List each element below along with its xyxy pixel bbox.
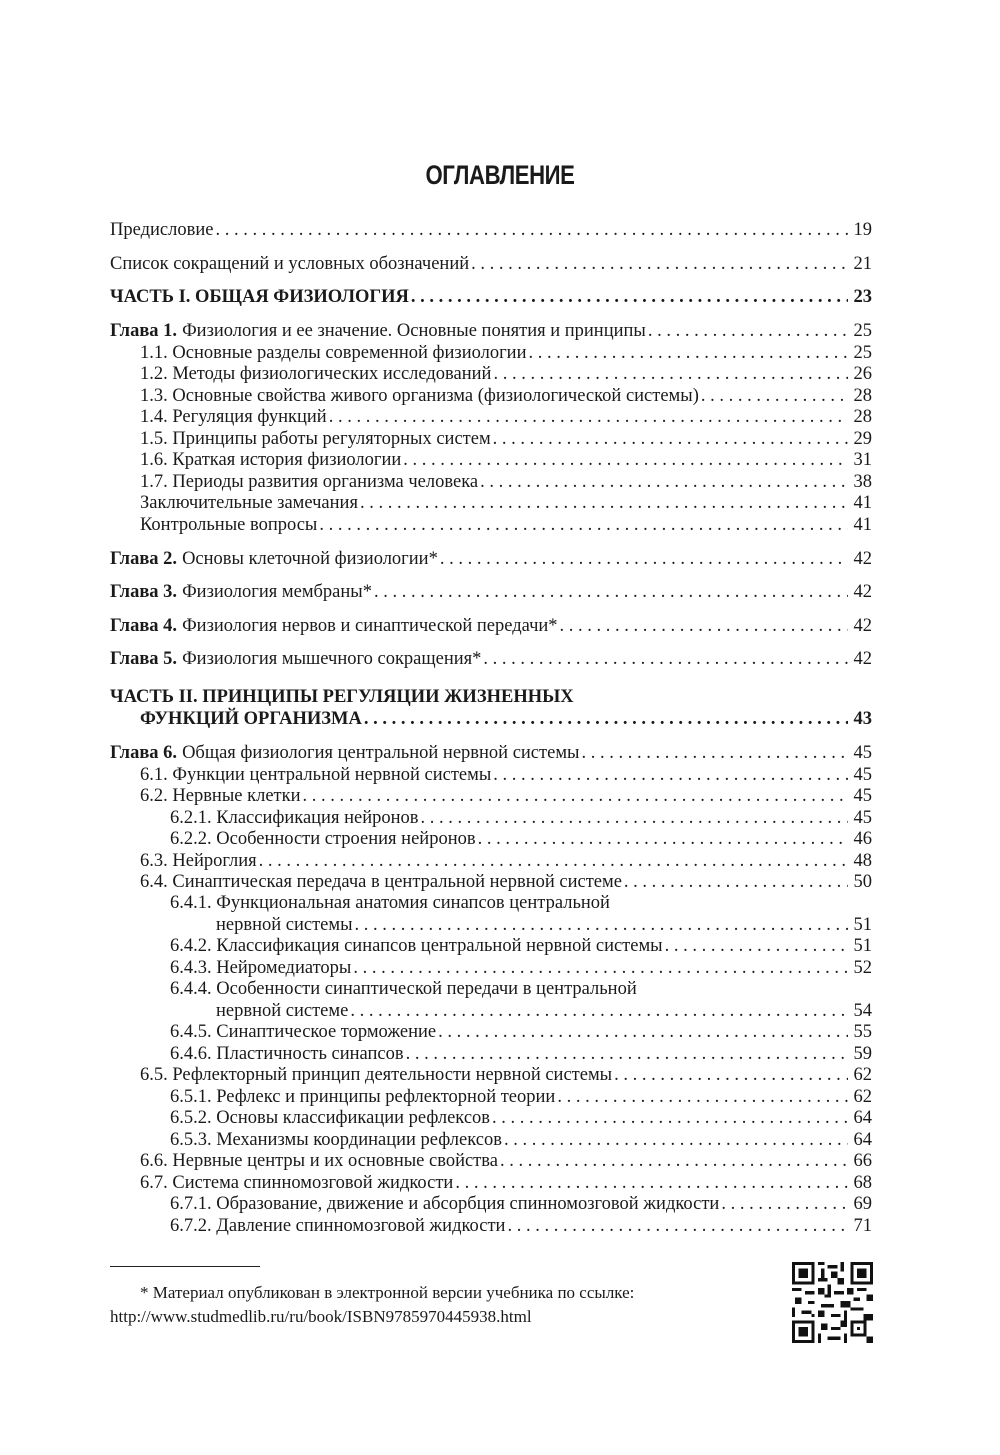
toc-entry-label <box>140 1150 498 1172</box>
toc-page-number: 21 <box>853 254 872 274</box>
dot-leader <box>360 492 848 514</box>
dot-leader <box>624 871 848 893</box>
toc-entry-title: Контрольные вопросы <box>140 515 318 535</box>
toc-entry-title: Заключительные замечания <box>140 493 358 513</box>
toc-page-number: 45 <box>853 765 872 785</box>
toc-page-number: 62 <box>853 1087 872 1107</box>
toc-entry-title: Предисловие <box>110 220 214 240</box>
toc-page-number: 38 <box>853 472 872 492</box>
toc-section-entry[interactable] <box>170 935 872 957</box>
toc-page-number: 23 <box>853 287 872 307</box>
toc-section-entry[interactable] <box>140 492 872 514</box>
dot-leader <box>319 514 848 536</box>
footnote-link[interactable]: http://www.studmedlib.ru/ru/book/ISBN9785970445938.html <box>110 1307 532 1326</box>
toc-entry-title: 6.1. Функции центральной нервной системы <box>140 765 492 785</box>
toc-entry-label <box>110 286 409 308</box>
toc-entry-label <box>110 742 579 764</box>
toc-page-number: 45 <box>853 808 872 828</box>
toc-chapter-entry[interactable] <box>110 648 872 670</box>
page-title: ОГЛАВЛЕНИЕ <box>425 160 575 190</box>
toc-page-number: 50 <box>853 872 872 892</box>
toc-entry-label <box>110 320 646 342</box>
toc-entry-title: Физиология мышечного сокращения* <box>182 649 482 669</box>
toc-section-entry[interactable] <box>216 1000 872 1022</box>
toc-entry-title: 1.4. Регуляция функций <box>140 407 327 427</box>
toc-section-entry[interactable] <box>140 471 872 493</box>
toc-section-entry[interactable] <box>140 363 872 385</box>
toc-entry-label <box>170 1043 404 1065</box>
toc-page-number: 51 <box>853 936 872 956</box>
toc-entry-title: Основы клеточной физиологии* <box>182 549 438 569</box>
toc-page-number: 59 <box>853 1044 872 1064</box>
chapter-number: Глава 4. <box>110 616 178 636</box>
toc-page-number: 41 <box>853 515 872 535</box>
toc-entry-title: 1.2. Методы физиологических исследований <box>140 364 492 384</box>
toc-entry-title: 6.4.2. Классификация синапсов центральной нервной системы <box>170 936 663 956</box>
dot-leader <box>614 1064 848 1086</box>
toc-entry-title: нервной системы <box>216 915 353 935</box>
dot-leader <box>504 1129 848 1151</box>
dot-leader <box>421 807 849 829</box>
toc-page-number: 64 <box>853 1130 872 1150</box>
toc-entry-title: 6.5.3. Механизмы координации рефлексов <box>170 1130 502 1150</box>
dot-leader <box>411 286 848 308</box>
dot-leader <box>665 935 848 957</box>
toc-entry-label <box>140 871 622 893</box>
toc-section-entry[interactable] <box>140 342 872 364</box>
toc-entry-title: ФУНКЦИЙ ОРГАНИЗМА <box>140 709 362 729</box>
toc-entry-title: ЧАСТЬ I. ОБЩАЯ ФИЗИОЛОГИЯ <box>110 287 409 307</box>
toc-entry-title: Общая физиология центральной нервной системы <box>182 743 580 763</box>
toc-page-number: 46 <box>853 829 872 849</box>
toc-entry-label <box>110 253 469 275</box>
dot-leader <box>478 828 848 850</box>
toc-entry-label <box>170 1107 490 1129</box>
toc-page-number: 64 <box>853 1108 872 1128</box>
toc-section-entry[interactable] <box>140 1064 872 1086</box>
toc-entry-label <box>216 914 353 936</box>
toc-chapter-entry[interactable] <box>110 615 872 637</box>
toc-section-entry[interactable] <box>140 514 872 536</box>
toc-chapter-entry[interactable] <box>110 548 872 570</box>
toc-page-number: 45 <box>853 786 872 806</box>
toc-entry-label <box>170 1129 502 1151</box>
toc-page-number: 42 <box>853 582 872 602</box>
dot-leader <box>355 914 848 936</box>
toc-entry-title: 1.1. Основные разделы современной физиологии <box>140 343 527 363</box>
toc-entry-label <box>140 764 491 786</box>
toc-section-entry[interactable] <box>170 1043 872 1065</box>
dot-leader <box>492 1107 848 1129</box>
toc-section-entry[interactable] <box>140 764 872 786</box>
toc-entry-label <box>110 615 558 637</box>
dot-leader <box>364 708 848 730</box>
toc-page-number: 52 <box>853 958 872 978</box>
toc-section-entry[interactable] <box>170 1021 872 1043</box>
toc-entry-title: 6.4.5. Синаптическое торможение <box>170 1022 437 1042</box>
dot-leader <box>215 219 848 241</box>
dot-leader <box>701 385 848 407</box>
toc-entry-first-line: ЧАСТЬ II. ПРИНЦИПЫ РЕГУЛЯЦИИ ЖИЗНЕННЫХ <box>110 687 574 707</box>
dot-leader <box>455 1172 848 1194</box>
toc-entry-label <box>140 449 401 471</box>
toc-entry-label <box>110 581 372 603</box>
toc-entry-title: 1.6. Краткая история физиологии <box>140 450 402 470</box>
toc-entry-title: 6.4.3. Нейромедиаторы <box>170 958 352 978</box>
toc-page-number: 51 <box>853 915 872 935</box>
dot-leader <box>403 449 848 471</box>
toc-entry-label <box>140 342 526 364</box>
chapter-number: Глава 5. <box>110 649 178 669</box>
toc-section-entry[interactable] <box>216 914 872 936</box>
toc-page-number: 62 <box>853 1065 872 1085</box>
dot-leader <box>581 742 848 764</box>
toc-page-number: 42 <box>853 649 872 669</box>
toc-entry-label <box>140 850 257 872</box>
toc-entry-label <box>140 1064 612 1086</box>
dot-leader <box>259 850 848 872</box>
toc-section-entry[interactable] <box>140 850 872 872</box>
toc-page-number: 48 <box>853 851 872 871</box>
toc-entry-label <box>140 385 699 407</box>
toc-entry-label <box>170 1086 555 1108</box>
toc-entry-label <box>140 363 491 385</box>
footnote-divider <box>110 1266 260 1267</box>
dot-leader <box>721 1193 848 1215</box>
toc-entry-title: 6.5. Рефлекторный принцип деятельности нервной системы <box>140 1065 613 1085</box>
chapter-number: Глава 3. <box>110 582 178 602</box>
footnote <box>110 1281 770 1329</box>
dot-leader <box>440 548 848 570</box>
toc-section-entry[interactable] <box>140 449 872 471</box>
toc-section-entry[interactable] <box>110 219 872 241</box>
chapter-number: Глава 2. <box>110 549 178 569</box>
toc-entry-title: 6.7. Система спинномозговой жидкости <box>140 1173 454 1193</box>
dot-leader <box>350 1000 848 1022</box>
toc-entry-label <box>170 1215 505 1237</box>
toc-entry-title: 6.2. Нервные клетки <box>140 786 301 806</box>
toc-entry-title: 1.5. Принципы работы регуляторных систем <box>140 429 491 449</box>
dot-leader <box>648 320 848 342</box>
toc-section-entry[interactable] <box>170 1193 872 1215</box>
toc-page-number: 45 <box>853 743 872 763</box>
toc-page-number: 55 <box>853 1022 872 1042</box>
chapter-number: Глава 6. <box>110 743 178 763</box>
toc-section-entry[interactable] <box>140 1150 872 1172</box>
toc-entry-label <box>140 406 327 428</box>
dot-leader <box>493 363 848 385</box>
dot-leader <box>500 1150 848 1172</box>
toc-entry-title: 6.2.1. Классификация нейронов <box>170 808 419 828</box>
toc-entry-label <box>140 514 317 536</box>
toc-entry-title: 6.3. Нейроглия <box>140 851 257 871</box>
toc-entry-label <box>140 428 491 450</box>
dot-leader <box>303 785 848 807</box>
dot-leader <box>329 406 848 428</box>
toc-section-entry[interactable] <box>170 828 872 850</box>
toc-entry-label <box>140 492 358 514</box>
toc-entry-label <box>170 1021 436 1043</box>
toc-section-entry[interactable] <box>140 406 872 428</box>
toc-page-number: 71 <box>853 1216 872 1236</box>
toc-section-entry[interactable] <box>140 871 872 893</box>
toc-section-entry[interactable] <box>170 1107 872 1129</box>
toc-page-number: 41 <box>853 493 872 513</box>
toc-section-entry[interactable] <box>170 807 872 829</box>
footnote-text: * Материал опубликован в электронной версии учебника по ссылке: <box>140 1283 635 1302</box>
toc-page-number: 66 <box>853 1151 872 1171</box>
toc-entry-title: 6.4.6. Пластичность синапсов <box>170 1044 404 1064</box>
toc-entry-title: 6.4. Синаптическая передача в центральной нервной системе <box>140 872 622 892</box>
toc-entry-label <box>140 1172 453 1194</box>
toc-page-number: 28 <box>853 386 872 406</box>
toc-entry-title: 6.6. Нервные центры и их основные свойства <box>140 1151 498 1171</box>
toc-entry-title: нервной системе <box>216 1001 349 1021</box>
dot-leader <box>438 1021 848 1043</box>
toc-section-entry[interactable] <box>170 957 872 979</box>
toc-page-number: 25 <box>853 321 872 341</box>
toc-section-entry[interactable] <box>140 1172 872 1194</box>
toc-entry-label <box>110 219 213 241</box>
toc-entry-label <box>170 957 351 979</box>
toc-page-number: 54 <box>853 1001 872 1021</box>
toc-page-number: 43 <box>853 709 872 729</box>
toc-page-number: 25 <box>853 343 872 363</box>
toc-page-number: 42 <box>853 549 872 569</box>
toc-entry-label <box>170 1193 719 1215</box>
dot-leader <box>483 648 848 670</box>
toc-entry-first-line: 6.4.1. Функциональная анатомия синапсов центральной <box>170 893 610 913</box>
toc-page-number: 68 <box>853 1173 872 1193</box>
toc-page-number: 26 <box>853 364 872 384</box>
toc-entry-label <box>216 1000 348 1022</box>
toc-section-entry[interactable] <box>170 1129 872 1151</box>
toc-chapter-entry[interactable] <box>110 320 872 342</box>
dot-leader <box>406 1043 848 1065</box>
toc-page-number: 29 <box>853 429 872 449</box>
dot-leader <box>557 1086 848 1108</box>
toc-entry-label <box>110 548 438 570</box>
toc-chapter-entry[interactable] <box>110 742 872 764</box>
dot-leader <box>528 342 848 364</box>
toc-entry-title: 6.7.2. Давление спинномозговой жидкости <box>170 1216 506 1236</box>
toc-section-entry[interactable] <box>170 1215 872 1237</box>
dot-leader <box>493 764 848 786</box>
toc-entry-label <box>140 471 478 493</box>
toc-page-number: 31 <box>853 450 872 470</box>
toc-entry-title: 1.7. Периоды развития организма человека <box>140 472 479 492</box>
toc-page-number: 69 <box>853 1194 872 1214</box>
toc-entry-title: 1.3. Основные свойства живого организма (физиологической системы) <box>140 386 699 406</box>
dot-leader <box>471 253 848 275</box>
toc-page-number: 42 <box>853 616 872 636</box>
toc-entry-title: Физиология нервов и синаптической передачи* <box>182 616 558 636</box>
toc-entry-title: Физиология и ее значение. Основные понятия и принципы <box>182 321 646 341</box>
toc-section-entry[interactable] <box>110 253 872 275</box>
toc-entry-label <box>140 785 301 807</box>
toc-section-entry[interactable] <box>140 785 872 807</box>
toc-part-entry[interactable] <box>140 708 872 730</box>
toc-entry-title: Физиология мембраны* <box>182 582 372 602</box>
toc-entry-title: 6.7.1. Образование, движение и абсорбция спинномозговой жидкости <box>170 1194 720 1214</box>
toc-entry-title: 6.5.2. Основы классификации рефлексов <box>170 1108 491 1128</box>
dot-leader <box>507 1215 848 1237</box>
toc-entry-label <box>110 648 481 670</box>
toc-entry-title: 6.2.2. Особенности строения нейронов <box>170 829 476 849</box>
toc-entry-label <box>140 708 362 730</box>
toc-entry-label <box>170 828 476 850</box>
toc-part-entry[interactable] <box>110 286 872 308</box>
toc-entry-first-line: 6.4.4. Особенности синаптической передачи в центральной <box>170 979 637 999</box>
toc-page-number: 19 <box>853 220 872 240</box>
dot-leader <box>353 957 848 979</box>
toc-entry-title: 6.5.1. Рефлекс и принципы рефлекторной теории <box>170 1087 556 1107</box>
qr-code-icon[interactable] <box>792 1262 873 1343</box>
dot-leader <box>493 428 848 450</box>
toc-entry-title: Список сокращений и условных обозначений <box>110 254 470 274</box>
toc-page-number: 28 <box>853 407 872 427</box>
toc-section-entry[interactable] <box>140 428 872 450</box>
toc-section-entry[interactable] <box>170 1086 872 1108</box>
dot-leader <box>560 615 848 637</box>
dot-leader <box>374 581 848 603</box>
toc-entry-label <box>170 807 419 829</box>
toc-section-entry[interactable] <box>140 385 872 407</box>
toc-chapter-entry[interactable] <box>110 581 872 603</box>
toc-entry-label <box>170 935 663 957</box>
chapter-number: Глава 1. <box>110 321 178 341</box>
dot-leader <box>480 471 848 493</box>
